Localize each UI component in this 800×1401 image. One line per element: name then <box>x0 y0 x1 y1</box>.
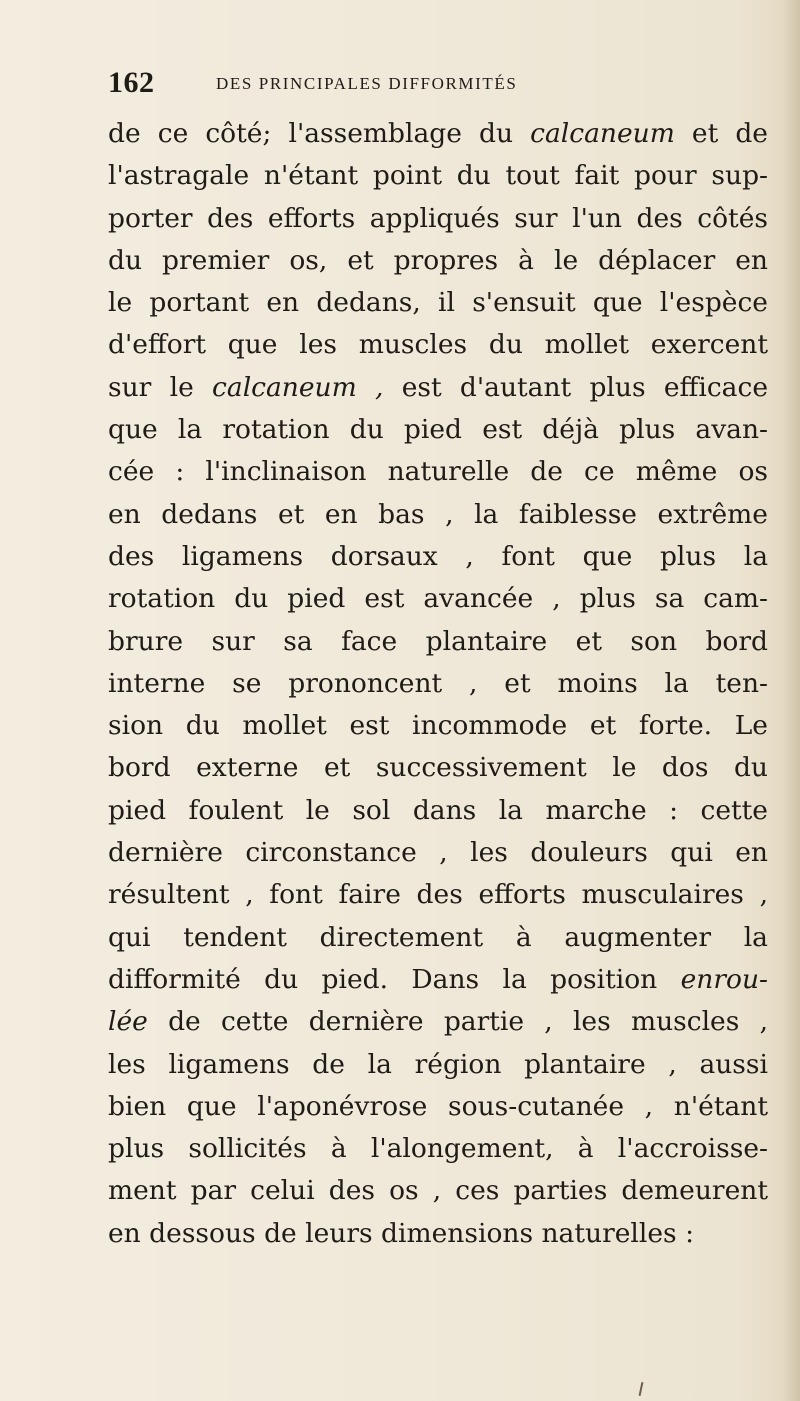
text-line: que la rotation du pied est déjà plus avan- <box>108 414 768 446</box>
text-line: lée de cette dernière partie , les muscles , <box>108 1006 768 1038</box>
page-edge-shadow <box>782 0 800 1401</box>
text-line: des ligamens dorsaux , font que plus la <box>108 540 768 572</box>
text-line: difformité du pied. Dans la position enrou- <box>108 963 768 995</box>
text-line: pied foulent le sol dans la marche : cette <box>108 794 768 826</box>
text-line: plus sollicités à l'alongement, à l'accroisse- <box>108 1133 768 1165</box>
running-title: DES PRINCIPALES DIFFORMITÉS <box>216 74 518 93</box>
text-line: en dedans et en bas , la faiblesse extrême <box>108 498 768 530</box>
text-line: dernière circonstance , les douleurs qui en <box>108 837 768 869</box>
text-line: en dessous de leurs dimensions naturelles : <box>108 1217 695 1249</box>
text-line: les ligamens de la région plantaire , aussi <box>108 1048 768 1080</box>
text-line: ment par celui des os , ces parties demeurent <box>108 1175 768 1207</box>
ink-mark <box>639 1382 644 1396</box>
running-head <box>108 66 628 106</box>
text-line: interne se prononcent , et moins la ten- <box>108 667 768 699</box>
text-line: le portant en dedans, il s'ensuit que l'espèce <box>108 287 768 319</box>
text-line: sur le calcaneum , est d'autant plus efficace <box>108 371 768 403</box>
text-line: bord externe et successivement le dos du <box>108 752 768 784</box>
text-line: bien que l'aponévrose sous-cutanée , n'étant <box>108 1090 768 1122</box>
page-number: 162 <box>108 66 155 99</box>
text-line: brure sur sa face plantaire et son bord <box>108 625 768 657</box>
text-line: cée : l'inclinaison naturelle de ce même os <box>108 456 768 488</box>
text-line: rotation du pied est avancée , plus sa cam- <box>108 583 768 615</box>
text-line: du premier os, et propres à le déplacer en <box>108 244 768 276</box>
text-line: sion du mollet est incommode et forte. Le <box>108 710 768 742</box>
text-line: qui tendent directement à augmenter la <box>108 921 768 953</box>
text-line: de ce côté; l'assemblage du calcaneum et de <box>108 118 768 149</box>
body-text <box>108 113 768 1255</box>
text-line: résultent , font faire des efforts musculaires , <box>108 879 768 911</box>
text-line: l'astragale n'étant point du tout fait pour sup- <box>108 160 768 192</box>
text-line: d'effort que les muscles du mollet exercent <box>108 329 768 361</box>
text-line: porter des efforts appliqués sur l'un des côtés <box>108 202 768 234</box>
